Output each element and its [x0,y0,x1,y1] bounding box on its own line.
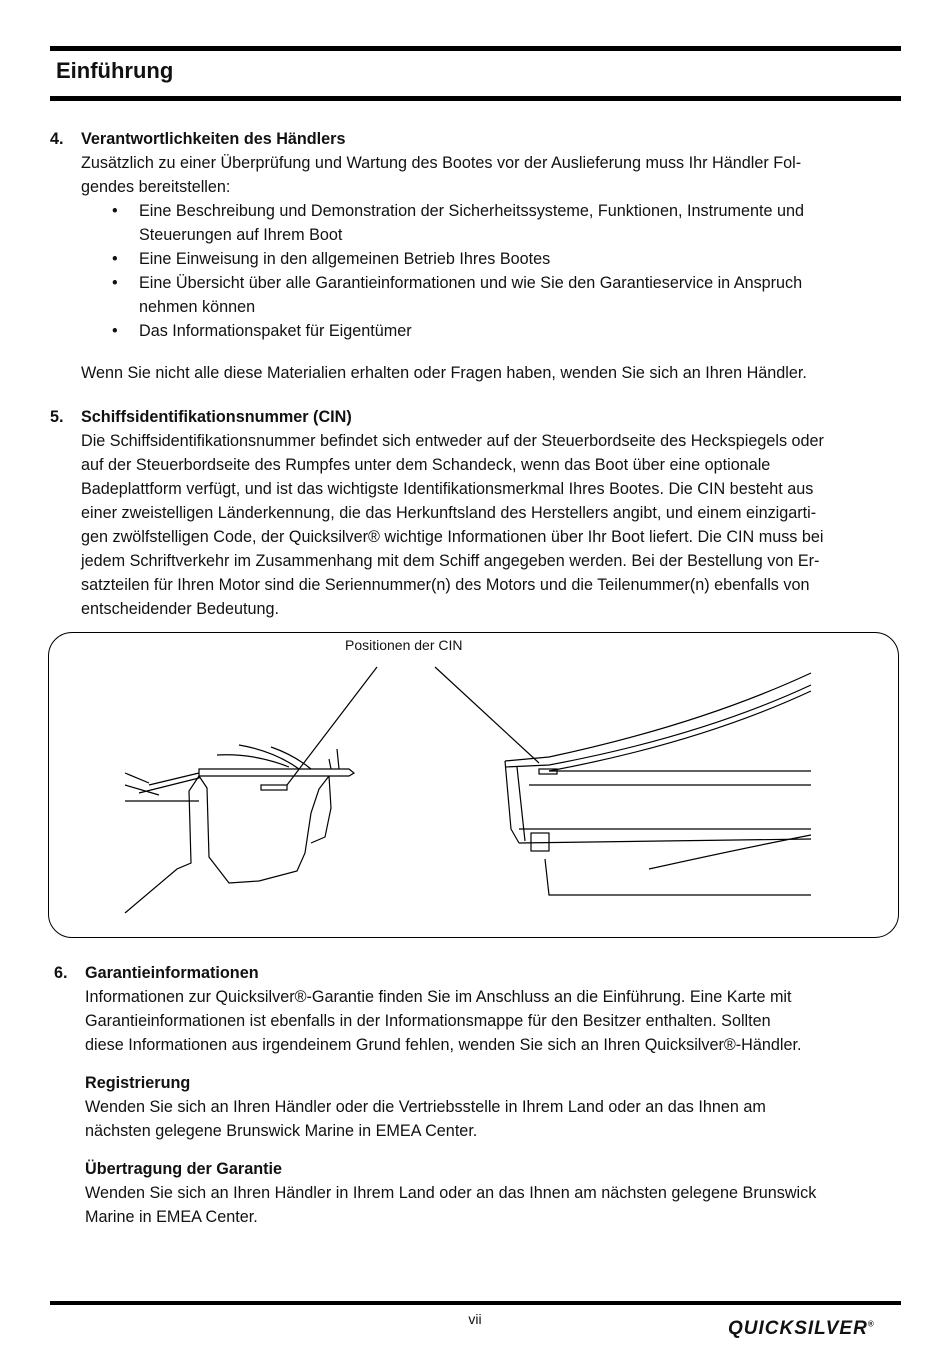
figure-caption: Positionen der CIN [345,637,463,653]
section-number: 6. [54,964,68,982]
bullet-icon: • [112,322,118,340]
bullet-line: Eine Übersicht über alle Garantieinformationen und wie Sie den Garantieservice in Anspruch [139,274,803,292]
text-line: diese Informationen aus irgendeinem Grund fehlen, wenden Sie sich an Ihren Quicksilver®-Händler. [85,1036,802,1054]
bullet-item [112,271,895,319]
cin-plate-left [261,785,287,790]
bullet-line: Das Informationspaket für Eigentümer [139,322,412,340]
bullet-line: Eine Beschreibung und Demonstration der Sicherheitssysteme, Funktionen, Instrumente und [139,202,804,220]
section-title: Garantieinformationen [85,964,259,982]
bullet-item [112,199,895,247]
section-heading [50,405,895,429]
section-number: 4. [50,130,64,148]
subsection-title: Registrierung [85,1074,191,1092]
section-number: 5. [50,408,64,426]
cin-location-figure [48,632,899,938]
section-warranty [54,961,899,1229]
leader-line [287,667,377,785]
text-line: Badeplattform verfügt, und ist das wichtigste Identifikationsmerkmal Ihres Bootes. Die CIN besteht aus [81,480,814,498]
text-line: Garantieinformationen ist ebenfalls in der Informationsmappe für den Besitzer enthalten. Sollten [85,1012,771,1030]
bullet-item [112,319,895,343]
brand-logo [728,1318,874,1340]
text-line: Die Schiffsidentifikationsnummer befindet sich entweder auf der Steuerbordseite des Heckspiegels oder [81,432,824,450]
page-number: vii [468,1311,482,1327]
text-line: satzteilen für Ihren Motor sind die Seriennummer(n) des Motors und die Teilenummer(n) ebenfalls von [81,576,810,594]
section-body [81,429,895,621]
section-title: Verantwortlichkeiten des Händlers [81,130,346,148]
bullet-line: nehmen können [139,298,256,316]
page-title: Einführung [56,58,174,83]
bullet-item [112,247,895,271]
text-line: Wenden Sie sich an Ihren Händler oder die Vertriebsstelle in Ihrem Land oder an das Ihnen am [85,1098,766,1116]
closing-paragraph: Wenn Sie nicht alle diese Materialien erhalten oder Fragen haben, wenden Sie sich an Ihren Händler. [81,364,807,382]
header-bottom-rule [50,96,901,101]
text-line: einer zweistelligen Länderkennung, die das Herkunftsland des Herstellers angibt, und einem einzigarti- [81,504,817,522]
section-heading [50,127,895,151]
section-body [81,151,895,385]
text-line: entscheidender Bedeutung. [81,600,280,618]
text-line: Informationen zur Quicksilver®-Garantie finden Sie im Anschluss an die Einführung. Eine Karte mit [85,988,792,1006]
leader-line [435,667,539,763]
bullet-list [81,199,895,343]
brand-name: QUICKSILVER [728,1318,868,1339]
header-top-rule [50,46,901,51]
footer-rule [50,1301,901,1305]
text-line: Zusätzlich zu einer Überprüfung und Wartung des Bootes vor der Auslieferung muss Ihr Händler Fol- [81,154,802,172]
subsection-title: Übertragung der Garantie [85,1160,282,1178]
text-line: auf der Steuerbordseite des Rumpfes unter dem Schandeck, wenn das Boot über eine optionale [81,456,771,474]
text-line: Wenden Sie sich an Ihren Händler in Ihrem Land oder an das Ihnen am nächsten gelegene Brunswick [85,1184,817,1202]
section-body [85,985,899,1229]
text-line: Marine in EMEA Center. [85,1208,258,1226]
boat-illustration [49,633,900,939]
section-heading [54,961,899,985]
text-line: nächsten gelegene Brunswick Marine in EMEA Center. [85,1122,478,1140]
text-line: gen zwölfstelligen Code, der Quicksilver® wichtige Informationen über Ihr Boot liefert. Die CIN muss bei [81,528,824,546]
brand-mark: ® [867,1319,874,1329]
bullet-icon: • [112,250,118,268]
bullet-line: Eine Einweisung in den allgemeinen Betrieb Ihres Bootes [139,250,551,268]
text-line: jedem Schriftverkehr im Zusammenhang mit dem Schiff angegeben werden. Bei der Bestellung von Er- [81,552,820,570]
text-line: gendes bereitstellen: [81,178,231,196]
bullet-icon: • [112,274,118,292]
bullet-line: Steuerungen auf Ihrem Boot [139,226,343,244]
section-title: Schiffsidentifikationsnummer (CIN) [81,408,352,426]
section-dealer-responsibilities [50,127,895,385]
section-cin [50,405,895,621]
bullet-icon: • [112,202,118,220]
